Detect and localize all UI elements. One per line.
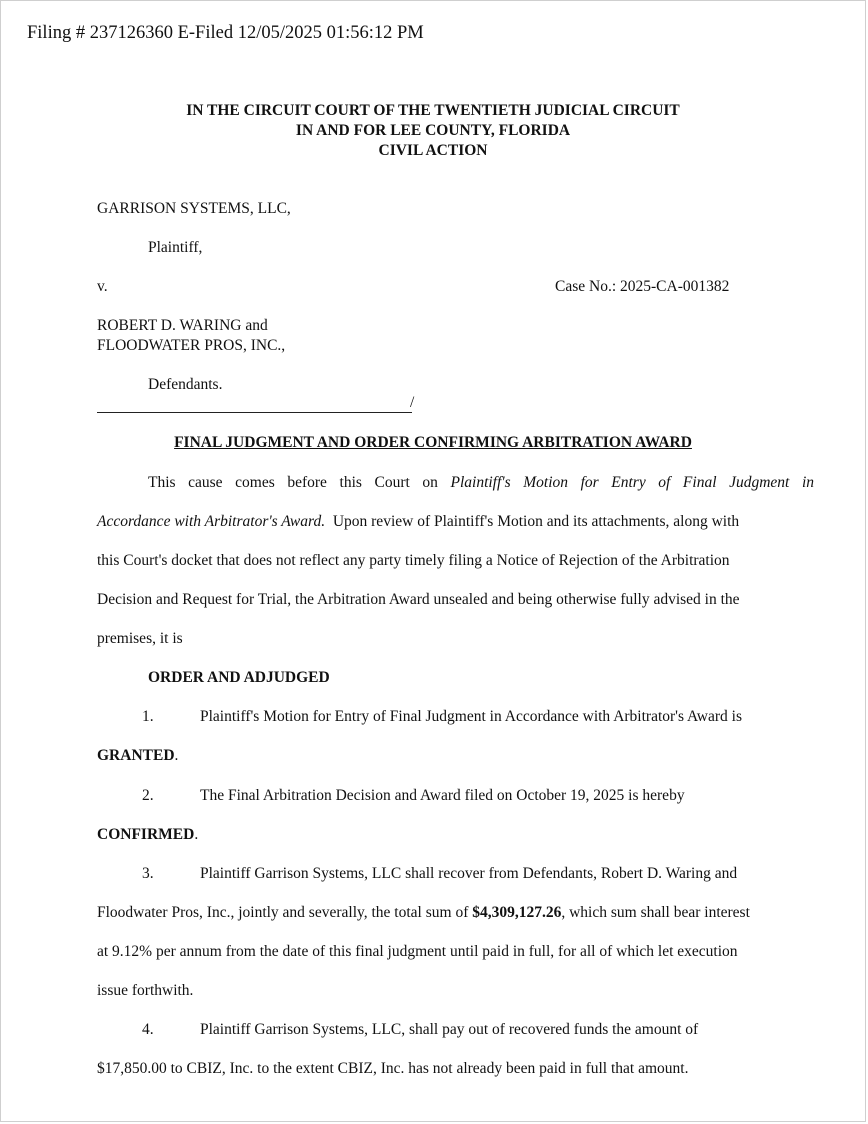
plaintiff-role: Plaintiff,	[148, 239, 203, 256]
defendant-line2: FLOODWATER PROS, INC.,	[97, 337, 286, 354]
item-result	[97, 747, 178, 765]
court-heading-line1: IN THE CIRCUIT COURT OF THE TWENTIETH JUDICIAL CIRCUIT	[186, 102, 680, 119]
court-heading-line3: CIVIL ACTION	[378, 142, 488, 159]
intro-line3: this Court's docket that does not reflect any party timely filing a Notice of Rejection of the Arbitration	[97, 552, 730, 569]
item-text: Plaintiff Garrison Systems, LLC shall recover from Defendants, Robert D. Waring and	[200, 865, 738, 882]
caption-slash: /	[410, 394, 415, 411]
item-result	[97, 826, 198, 844]
filing-stamp: Filing # 237126360 E-Filed 12/05/2025 01:56:12 PM	[27, 23, 424, 43]
judgment-amount: $4,309,127.26	[472, 904, 562, 921]
item-text-part: , which sum shall bear interest	[561, 904, 750, 921]
intro-line2	[97, 502, 814, 541]
ruling-word: GRANTED	[97, 747, 175, 764]
item-text: issue forthwith.	[97, 982, 194, 999]
item-text-part: Floodwater Pros, Inc., jointly and severally, the total sum of	[97, 904, 469, 921]
intro-text: This cause comes before this Court on	[148, 474, 438, 491]
item-text: The Final Arbitration Decision and Award filed on October 19, 2025 is hereby	[200, 787, 685, 804]
item-text: Plaintiff Garrison Systems, LLC, shall pay out of recovered funds the amount of	[200, 1021, 699, 1038]
versus-label: v.	[97, 278, 108, 295]
item-text	[97, 904, 750, 922]
item-number: 1.	[142, 708, 154, 725]
defendant-line1: ROBERT D. WARING and	[97, 317, 268, 334]
item-text: Plaintiff's Motion for Entry of Final Judgment in Accordance with Arbitrator's Award is	[200, 708, 742, 725]
ruling-word: CONFIRMED	[97, 826, 195, 843]
punctuation: .	[174, 747, 179, 764]
item-number: 2.	[142, 787, 154, 804]
intro-line5: premises, it is	[97, 630, 183, 647]
motion-title: Plaintiff's Motion for Entry of Final Judgment in	[450, 474, 815, 491]
intro-text: Upon review of Plaintiff's Motion and its attachments, along with	[332, 513, 740, 530]
intro-line4: Decision and Request for Trial, the Arbitration Award unsealed and being otherwise fully advised in the	[97, 591, 740, 608]
document-title: FINAL JUDGMENT AND ORDER CONFIRMING ARBITRATION AWARD	[174, 434, 692, 451]
case-number: Case No.: 2025-CA-001382	[555, 278, 730, 295]
item-text: $17,850.00 to CBIZ, Inc. to the extent CBIZ, Inc. has not already been paid in full that amount.	[97, 1060, 689, 1077]
item-text: at 9.12% per annum from the date of this final judgment until paid in full, for all of which let execution	[97, 943, 738, 960]
punctuation: .	[194, 826, 199, 843]
item-number: 3.	[142, 865, 154, 882]
defendant-role: Defendants.	[148, 376, 223, 393]
order-heading: ORDER AND ADJUDGED	[148, 669, 330, 686]
motion-title-cont: Accordance with Arbitrator's Award.	[97, 513, 326, 530]
intro-line1	[97, 463, 814, 502]
caption-signature-rule	[97, 412, 412, 413]
plaintiff-name: GARRISON SYSTEMS, LLC,	[97, 200, 291, 217]
court-heading-line2: IN AND FOR LEE COUNTY, FLORIDA	[295, 122, 571, 139]
item-number: 4.	[142, 1021, 154, 1038]
